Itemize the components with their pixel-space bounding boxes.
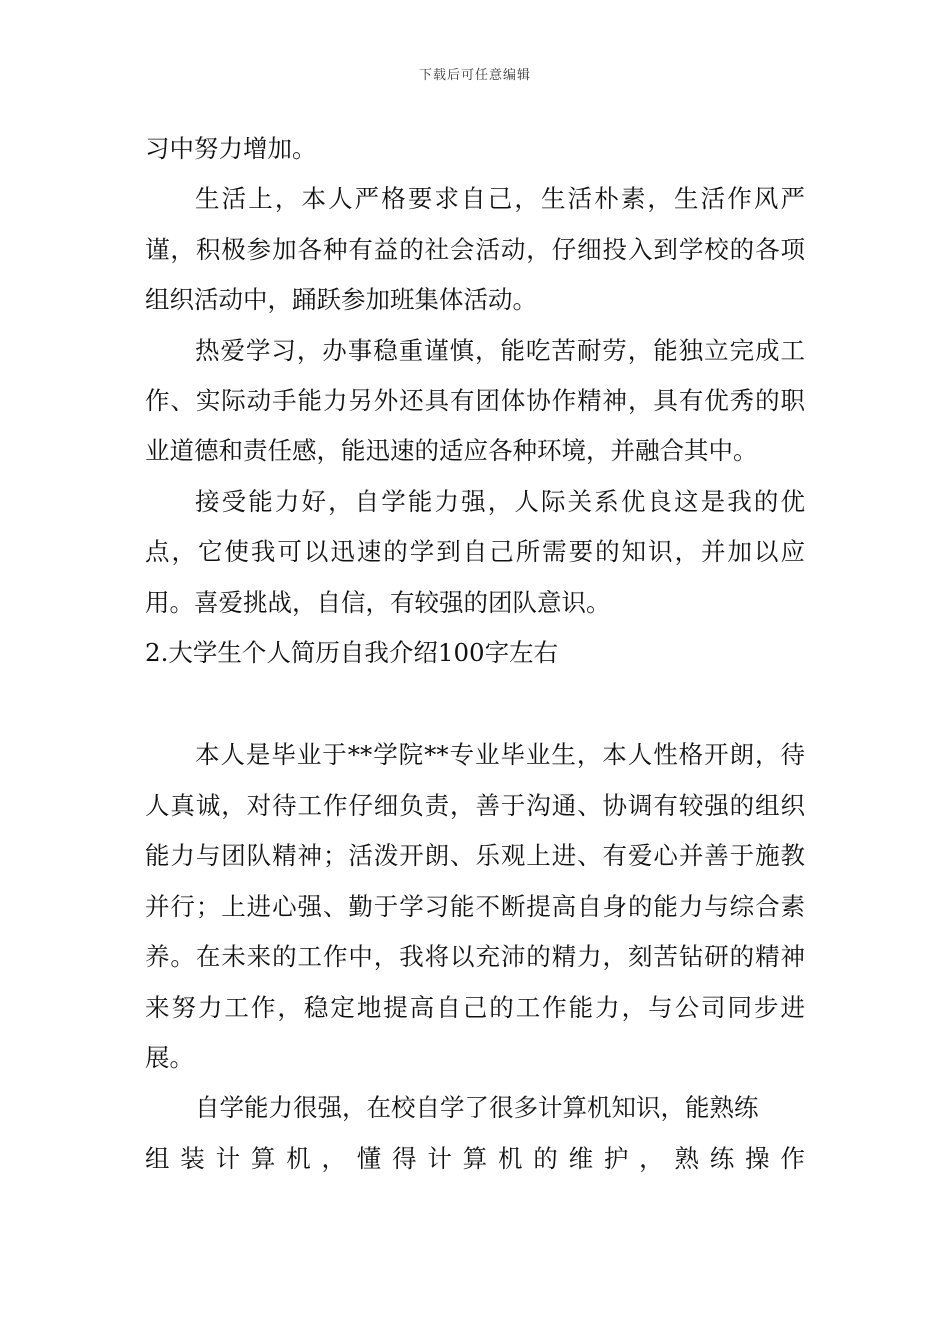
char: 练 [709, 1143, 735, 1173]
paragraph-computer-skills: 自学能力很强，在校自学了很多计算机知识，能熟练 [195, 1093, 759, 1123]
char: ， [321, 1143, 346, 1173]
section-heading: 2.大学生个人简历自我介绍100字左右 [145, 638, 559, 668]
paragraph-study: 热爱学习，办事稳重谨慎，能吃苦耐劳，能独立完成工作、实际动手能力另外还具有团体协作精神，具有优秀的职业道德和责任感，能迅速的适应各种环境，并融合其中。 [145, 335, 805, 466]
char: 计 [427, 1143, 452, 1173]
char: 熟 [674, 1143, 699, 1173]
char: 算 [462, 1143, 488, 1173]
page-header: 下载后可任意编辑 [418, 68, 531, 83]
paragraph-continuation: 习中努力增加。 [145, 134, 317, 163]
paragraph-life: 生活上，本人严格要求自己，生活朴素，生活作风严谨，积极参加各种有益的社会活动，仔细投入到学校的各项组织活动中，踊跃参加班集体活动。 [145, 184, 805, 315]
paragraph-ability: 接受能力好，自学能力强，人际关系优良这是我的优点，它使我可以迅速的学到自己所需要的知识，并加以应用。喜爱挑战，自信，有较强的团队意识。 [145, 486, 805, 617]
char: 操 [745, 1143, 770, 1173]
char: 作 [780, 1143, 805, 1173]
blank-line [145, 678, 805, 730]
char: 懂 [356, 1143, 382, 1173]
char: 护 [603, 1143, 629, 1173]
char: 组 [145, 1143, 170, 1173]
char: 机 [286, 1143, 311, 1173]
paragraph-computer-skills-line2 [145, 1134, 805, 1184]
document-body [145, 124, 805, 1184]
char: 装 [180, 1143, 205, 1173]
char: 计 [215, 1143, 241, 1173]
char: 的 [533, 1143, 558, 1173]
char: 得 [392, 1143, 417, 1173]
paragraph-introduction: 本人是毕业于**学院**专业毕业生，本人性格开朗，待人真诚，对待工作仔细负责，善于沟通、协调有较强的组织能力与团队精神；活泼开朗、乐观上进、有爱心并善于施教并行；上进心强、勤于学习能不断提高自身的能力与综合素养。在未来的工作中，我将以充沛的精力，刻苦钻研的精神来努力工作，稳定地提高自己的工作能力，与公司同步进展。 [145, 740, 805, 1072]
char: ， [639, 1143, 664, 1173]
char: 维 [568, 1143, 594, 1173]
char: 机 [497, 1143, 523, 1173]
char: 算 [250, 1143, 276, 1173]
